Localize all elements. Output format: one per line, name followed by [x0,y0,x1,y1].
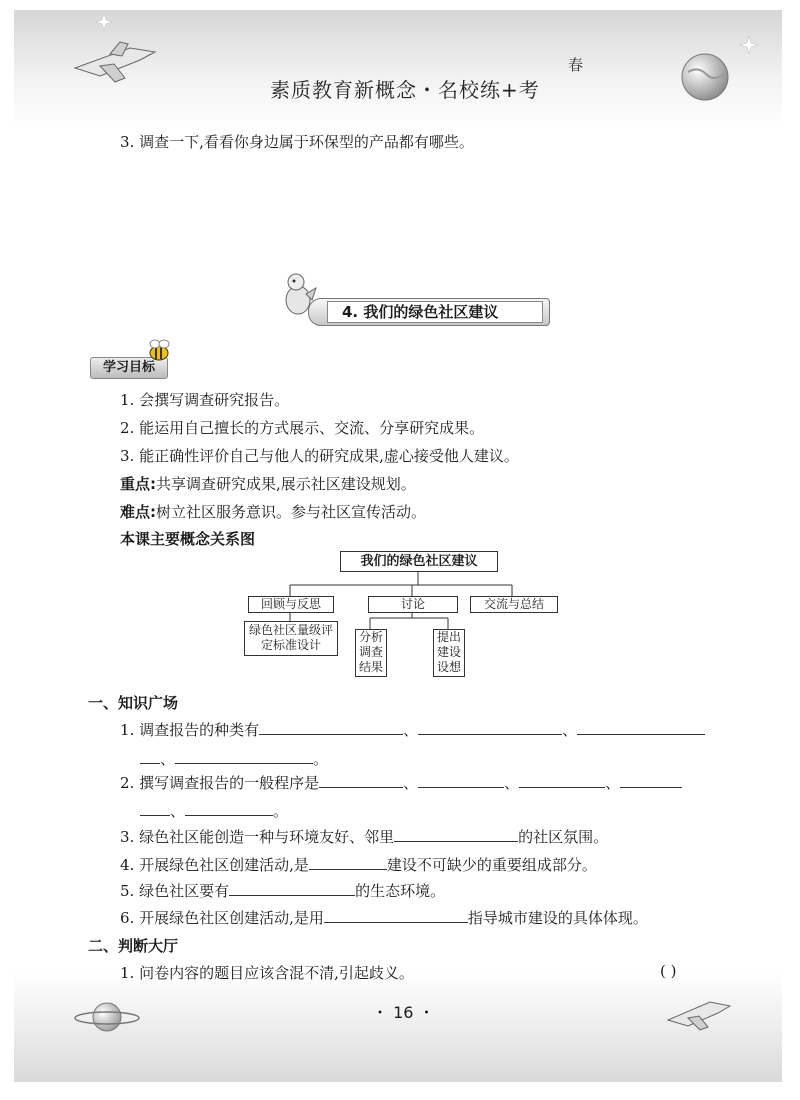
separator: 、 [160,750,176,768]
answer-blank[interactable] [577,720,705,735]
difficulty-text: 树立社区服务意识。参与社区宣传活动。 [156,503,427,521]
objective-item: 3. 能正确性评价自己与他人的研究成果,虚心接受他人建议。 [120,447,519,465]
question-3 [120,826,608,847]
answer-blank[interactable] [140,749,160,764]
concept-map-title: 本课主要概念关系图 [120,530,256,548]
answer-parentheses[interactable]: ( ) [660,962,677,980]
lesson-title: 4. 我们的绿色社区建议 [327,301,543,323]
section-title: 二、判断大厅 [88,937,179,955]
answer-blank[interactable] [185,801,273,816]
question-1-continued [140,748,328,769]
judgment-question-1: 1. 问卷内容的题目应该含混不清,引起歧义。 [120,964,414,982]
objectives-tag: 学习目标 [90,357,168,379]
question-2 [120,772,682,793]
answer-blank[interactable] [394,827,518,842]
diagram-leaf-analyze: 分析调查结果 [355,629,387,677]
key-point-text: 共享调查研究成果,展示社区建设规划。 [156,475,416,493]
answer-blank[interactable] [418,720,562,735]
separator: 、 [170,802,186,820]
difficulty-label: 难点: [120,503,156,521]
question-6 [120,907,648,928]
question-4 [120,854,597,875]
question-text: 6. 开展绿色社区创建活动,是用 [120,909,324,927]
question-text: 指导城市建设的具体体现。 [467,909,648,927]
diagram-branch-review: 回顾与反思 [248,596,334,613]
question-1 [120,719,705,740]
question-text: 的社区氛围。 [518,828,609,846]
answer-blank[interactable] [175,749,313,764]
section-title: 一、知识广场 [88,694,179,712]
separator: 、 [605,774,621,792]
planet-icon [72,998,142,1036]
answer-blank[interactable] [319,773,403,788]
question-text: 的生态环境。 [355,882,446,900]
separator: 、 [403,721,419,739]
diagram-branch-summary: 交流与总结 [470,596,558,613]
answer-blank[interactable] [324,908,468,923]
answer-blank[interactable] [140,801,170,816]
separator: 、 [562,721,578,739]
separator: 、 [504,774,520,792]
question-text: 1. 调查报告的种类有 [120,721,260,739]
separator: 、 [403,774,419,792]
answer-blank[interactable] [309,855,387,870]
period: 。 [273,802,289,820]
diagram-branch-discuss: 讨论 [368,596,458,613]
header-title: 素质教育新概念・名校练+考 [270,78,540,102]
key-point-label: 重点: [120,475,156,493]
answer-blank[interactable] [259,720,403,735]
diagram-leaf-propose: 提出建设设想 [433,629,465,677]
diagram-leaf-review: 绿色社区量级评定标准设计 [244,621,338,656]
objective-item: 2. 能运用自己擅长的方式展示、交流、分享研究成果。 [120,419,485,437]
question-text: 4. 开展绿色社区创建活动,是 [120,856,309,874]
diagram-root: 我们的绿色社区建议 [340,551,498,572]
question-text: 3. 绿色社区能创造一种与环境友好、邻里 [120,828,395,846]
season-label: 春 [568,56,584,74]
period: 。 [313,750,329,768]
answer-blank[interactable] [620,773,682,788]
question-text: 建设不可缺少的重要组成部分。 [386,856,597,874]
answer-blank[interactable] [229,881,355,896]
objective-item: 1. 会撰写调查研究报告。 [120,391,290,409]
question-2-continued [140,800,288,821]
space-shuttle-icon [664,994,734,1034]
answer-blank[interactable] [519,773,605,788]
question-text: 5. 绿色社区要有 [120,882,230,900]
page-number: ・ 16 ・ [372,1003,435,1022]
answer-blank[interactable] [418,773,504,788]
question-text: 2. 撰写调查报告的一般程序是 [120,774,320,792]
question-5 [120,880,445,901]
previous-question: 3. 调查一下,看看你身边属于环保型的产品都有哪些。 [120,133,474,151]
